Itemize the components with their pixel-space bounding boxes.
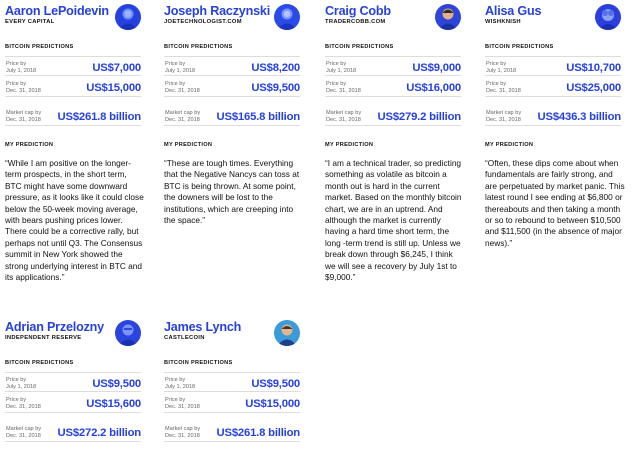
avatar xyxy=(274,320,300,346)
price-dec-row xyxy=(5,393,141,413)
expert-card-gus xyxy=(485,4,625,248)
avatar xyxy=(115,320,141,346)
avatar xyxy=(274,4,300,30)
expert-card-przelozny xyxy=(5,320,141,439)
bitcoin-predictions-heading: BITCOIN PREDICTIONS xyxy=(164,360,233,366)
price-dec-label: Price by Dec. 31, 2018 xyxy=(486,81,521,94)
price-jul-label: Price by July 1, 2018 xyxy=(486,61,517,74)
mcap-dec-label: Market cap by Dec. 31, 2018 xyxy=(326,110,362,123)
price-dec-label: Price by Dec. 31, 2018 xyxy=(326,81,361,94)
mcap-dec-row xyxy=(164,422,300,442)
mcap-dec-label: Market cap by Dec. 31, 2018 xyxy=(6,110,42,123)
mcap-dec-value: US$272.2 billion xyxy=(57,427,141,439)
mcap-dec-row xyxy=(325,106,461,126)
price-jul-value: US$10,700 xyxy=(566,62,621,74)
price-jul-row xyxy=(5,372,141,392)
mcap-dec-row xyxy=(5,106,141,126)
prediction-quote: “While I am positive on the longer-term prospects, in the short term, BTC might have some downward pressure, as it looks like it could close below the 50-week moving average, with bears pushing prices lower. There could be a corrective rally, but perhaps not until Q3. The Consensus summit in New York showed the strong underlying interest in BTC and its applications.” xyxy=(5,158,144,283)
price-dec-row xyxy=(5,77,141,97)
mcap-dec-value: US$279.2 billion xyxy=(377,111,461,123)
price-jul-label: Price by July 1, 2018 xyxy=(6,377,37,390)
price-jul-value: US$9,500 xyxy=(92,378,141,390)
price-dec-label: Price by Dec. 31, 2018 xyxy=(6,81,41,94)
mcap-dec-label: Market cap by Dec. 31, 2018 xyxy=(165,110,201,123)
mcap-dec-row xyxy=(5,422,141,442)
prediction-quote: “I am a technical trader, so predicting something as volatile as bitcoin a month out is hard in the current market. Based on the monthly bitcoin chart, we are in an uptrend. And although the market is currently having a hard time short term, the long -term trend is still up. Unless we break down through $6,245, I think we will see a recovery by July 1st to $9,000.” xyxy=(325,158,462,283)
expert-header xyxy=(164,4,300,34)
prediction-quote: “Often, these dips come about when fundamentals are fairly strong, and are perpetuated by market panic. This latest round I see ending at $6,800 or thereabouts and then taking a month or so to rebound to between $10,500 and $11,500 (in the absence of major news).” xyxy=(485,158,625,248)
expert-card-lynch xyxy=(164,320,300,439)
expert-card-lepoidevin xyxy=(5,4,144,283)
bitcoin-predictions-heading: BITCOIN PREDICTIONS xyxy=(325,44,394,50)
price-dec-row xyxy=(164,393,300,413)
price-jul-label: Price by July 1, 2018 xyxy=(326,61,357,74)
price-dec-row xyxy=(325,77,461,97)
mcap-dec-value: US$165.8 billion xyxy=(216,111,300,123)
mcap-dec-label: Market cap by Dec. 31, 2018 xyxy=(165,426,201,439)
mcap-dec-label: Market cap by Dec. 31, 2018 xyxy=(486,110,522,123)
price-dec-value: US$25,000 xyxy=(566,82,621,94)
price-jul-row xyxy=(485,56,621,76)
price-jul-label: Price by July 1, 2018 xyxy=(165,377,196,390)
price-jul-row xyxy=(325,56,461,76)
bitcoin-predictions-heading: BITCOIN PREDICTIONS xyxy=(164,44,233,50)
price-jul-row xyxy=(5,56,141,76)
avatar xyxy=(435,4,461,30)
price-jul-value: US$9,500 xyxy=(251,378,300,390)
my-prediction-heading: MY PREDICTION xyxy=(485,142,534,148)
expert-card-raczynski xyxy=(164,4,300,226)
price-jul-label: Price by July 1, 2018 xyxy=(165,61,196,74)
expert-header xyxy=(5,4,141,34)
expert-organization: CASTLECOIN xyxy=(164,335,205,341)
bitcoin-predictions-heading: BITCOIN PREDICTIONS xyxy=(5,44,74,50)
avatar xyxy=(595,4,621,30)
expert-header xyxy=(325,4,461,34)
mcap-dec-value: US$261.8 billion xyxy=(216,427,300,439)
price-jul-value: US$9,000 xyxy=(412,62,461,74)
my-prediction-heading: MY PREDICTION xyxy=(164,142,213,148)
expert-organization: INDEPENDENT RESERVE xyxy=(5,335,82,341)
mcap-dec-value: US$436.3 billion xyxy=(537,111,621,123)
price-jul-value: US$8,200 xyxy=(251,62,300,74)
mcap-dec-row xyxy=(164,106,300,126)
price-jul-value: US$7,000 xyxy=(92,62,141,74)
expert-organization: EVERY CAPITAL xyxy=(5,19,55,25)
expert-name: Alisa Gus xyxy=(485,4,542,18)
expert-name: Craig Cobb xyxy=(325,4,391,18)
price-jul-row xyxy=(164,56,300,76)
price-dec-row xyxy=(485,77,621,97)
expert-name: Aaron LePoidevin xyxy=(5,4,109,18)
expert-header xyxy=(5,320,141,350)
price-dec-value: US$15,000 xyxy=(245,398,300,410)
expert-header xyxy=(164,320,300,350)
price-jul-row xyxy=(164,372,300,392)
bitcoin-predictions-heading: BITCOIN PREDICTIONS xyxy=(485,44,554,50)
price-dec-label: Price by Dec. 31, 2018 xyxy=(6,397,41,410)
price-jul-label: Price by July 1, 2018 xyxy=(6,61,37,74)
price-dec-value: US$9,500 xyxy=(251,82,300,94)
expert-name: Adrian Przelozny xyxy=(5,320,104,334)
expert-name: James Lynch xyxy=(164,320,242,334)
prediction-quote: “These are tough times. Everything that the Negative Nancys can toss at BTC is being thrown. At some point, the downers will be lost to the institutions, which are creeping into the space.” xyxy=(164,158,300,226)
my-prediction-heading: MY PREDICTION xyxy=(5,142,54,148)
expert-organization: JOETECHNOLOGIST.COM xyxy=(164,19,242,25)
price-dec-value: US$15,600 xyxy=(86,398,141,410)
price-dec-label: Price by Dec. 31, 2018 xyxy=(165,81,200,94)
mcap-dec-label: Market cap by Dec. 31, 2018 xyxy=(6,426,42,439)
expert-organization: TRADERCOBB.COM xyxy=(325,19,386,25)
expert-header xyxy=(485,4,621,34)
price-dec-value: US$15,000 xyxy=(86,82,141,94)
price-dec-row xyxy=(164,77,300,97)
expert-name: Joseph Raczynski xyxy=(164,4,270,18)
avatar xyxy=(115,4,141,30)
expert-organization: WISHKNISH xyxy=(485,19,521,25)
mcap-dec-row xyxy=(485,106,621,126)
bitcoin-predictions-heading: BITCOIN PREDICTIONS xyxy=(5,360,74,366)
expert-card-cobb xyxy=(325,4,462,283)
mcap-dec-value: US$261.8 billion xyxy=(57,111,141,123)
price-dec-value: US$16,000 xyxy=(406,82,461,94)
price-dec-label: Price by Dec. 31, 2018 xyxy=(165,397,200,410)
my-prediction-heading: MY PREDICTION xyxy=(325,142,374,148)
